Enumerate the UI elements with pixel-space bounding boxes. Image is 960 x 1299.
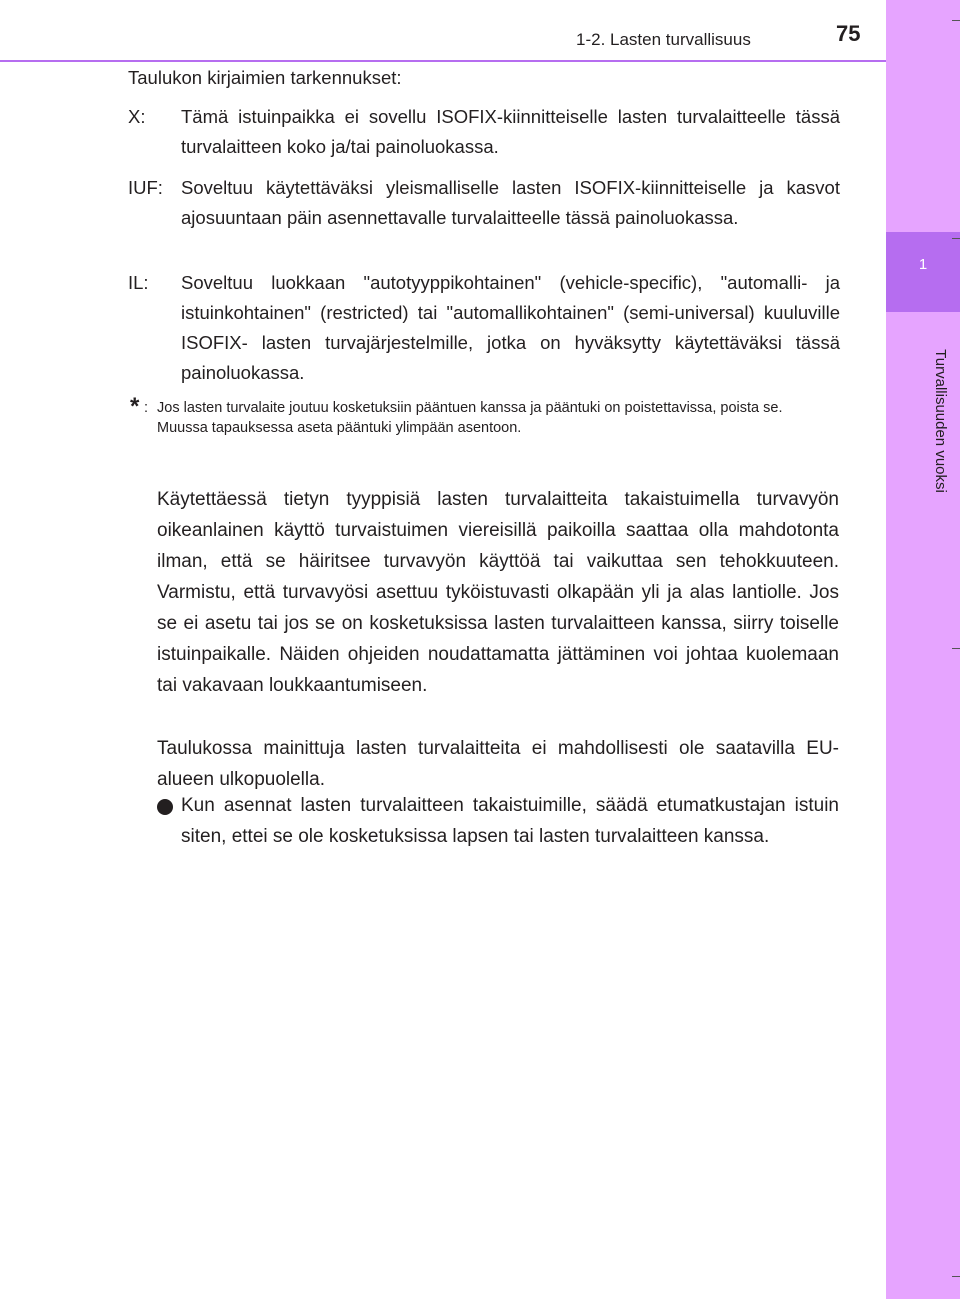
- availability-paragraph: Taulukossa mainittuja lasten turvalaitteita ei mahdollisesti ole saatavilla EU-alueen ulkopuolella.: [157, 738, 839, 790]
- chapter-title: Turvallisuuden vuoksi: [932, 349, 949, 493]
- footnote-asterisk: *: [130, 393, 140, 420]
- definition-key: IL:: [128, 272, 149, 293]
- crop-mark: [952, 20, 960, 21]
- crop-mark: [952, 1276, 960, 1277]
- definition-il: [128, 268, 840, 388]
- warning-paragraph: Käytettäessä tietyn tyyppisiä lasten turvalaitteita takaistuimella turvavyön oikeanlainen käyttö turvaistuimen viereisillä paikoilla saattaa olla mahdotonta ilman, että se häiritsee turvavyön käyttöä tai vaikuttaa sen tehokkuuteen. Varmistu, että turvavyösi asettuu tyköistuvasti olkapään yli ja alas lantiolle. Jos se ei asetu tai jos se on kosketuksissa lasten turvalaitteen kanssa, siirry toiselle istuinpaikalle. Näiden ohjeiden noudattamatta jättäminen voi johtaa kuolemaan tai vakavaan loukkaantumiseen.: [157, 489, 839, 696]
- section-title: 1-2. Lasten turvallisuus: [576, 30, 751, 49]
- footnote-line-2: Muussa tapauksessa aseta pääntuki ylimpään asentoon.: [157, 420, 522, 436]
- intro-text: Taulukon kirjaimien tarkennukset:: [128, 67, 402, 88]
- chapter-sidebar: [886, 0, 960, 1299]
- definition-iuf: [128, 173, 840, 233]
- definition-text: Soveltuu luokkaan "autotyyppikohtainen" (vehicle-specific), "automalli- ja istuinkohtainen" (restricted) tai "automallikohtainen" (semi-universal) kuuluville ISOFIX- lasten turvajärjestelmille, jotka on hyväksytty käytettäväksi tässä painoluokassa.: [181, 272, 840, 383]
- definition-text: Soveltuu käytettäväksi yleismalliselle lasten ISOFIX-kiinnitteiselle ja kasvot ajosuuntaan päin asennettavalle turvalaitteelle tässä painoluokassa.: [181, 177, 840, 228]
- definition-key: X:: [128, 106, 146, 127]
- definition-text: Tämä istuinpaikka ei sovellu ISOFIX-kiinnitteiselle lasten turvalaitteelle tässä turvalaitteen koko ja/tai painoluokassa.: [181, 106, 840, 157]
- header-divider: [0, 60, 886, 62]
- footnote-colon: :: [144, 400, 149, 416]
- definition-x: [128, 102, 840, 162]
- definition-key: IUF:: [128, 177, 163, 198]
- page-number: 75: [836, 21, 861, 46]
- crop-mark: [952, 648, 960, 649]
- bullet-item: Kun asennat lasten turvalaitteen takaistuimille, säädä etumatkustajan istuin siten, ettei se ole kosketuksissa lapsen tai lasten turvalaitteen kanssa.: [181, 795, 839, 847]
- footnote-line-1: Jos lasten turvalaite joutuu kosketuksiin pääntuen kanssa ja pääntuki on poistettavissa, poista se.: [157, 400, 783, 416]
- footnote: [130, 393, 840, 438]
- chapter-number: 1: [918, 256, 928, 273]
- crop-mark: [952, 238, 960, 239]
- bullet-icon: [157, 799, 173, 815]
